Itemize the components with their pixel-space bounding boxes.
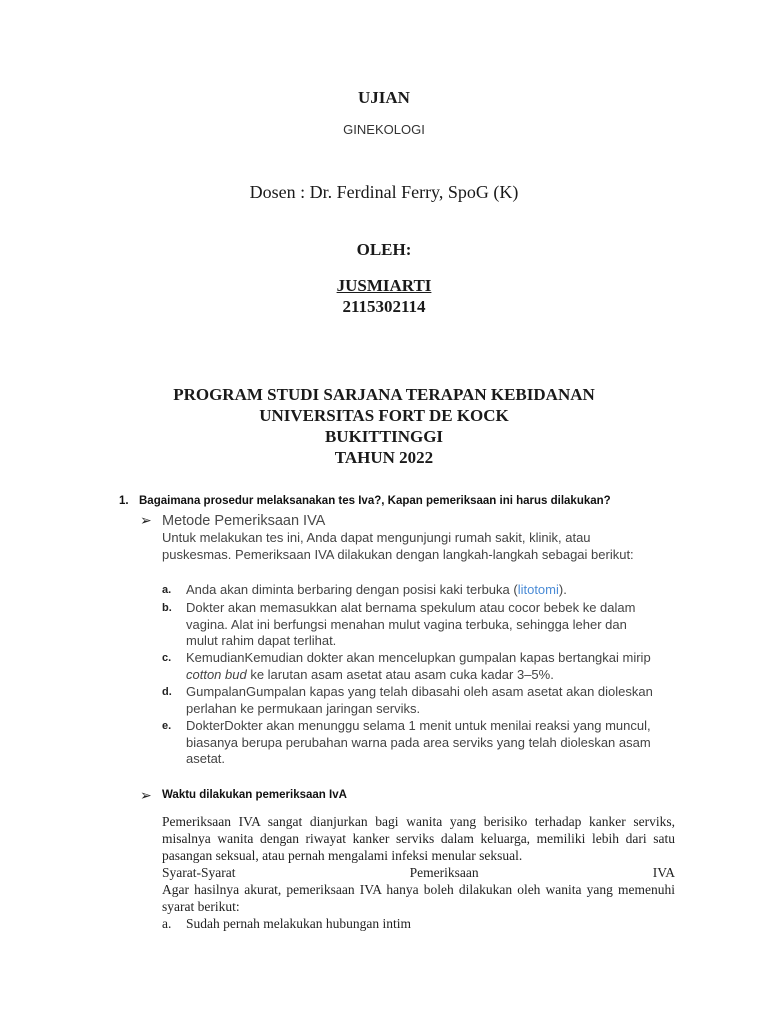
arrow-bullet-icon: ➢ <box>140 787 152 803</box>
timing-paragraph <box>162 813 675 915</box>
exam-subject: GINEKOLOGI <box>343 122 425 137</box>
list-item-label: e. <box>162 720 172 732</box>
student-id: 2115302114 <box>342 297 426 316</box>
section-intro: Untuk melakukan tes ini, Anda dapat mengunjungi rumah sakit, klinik, atau puskesmas. Pemeriksaan IVA dilakukan dengan langkah-langkah sebagai berikut: <box>162 530 634 562</box>
list-item-text: Sudah pernah melakukan hubungan intim <box>186 916 411 931</box>
list-item-text: GumpalanGumpalan kapas yang telah dibasahi oleh asam asetat akan dioleskan perlahan ke permukaan jaringan serviks. <box>186 684 653 716</box>
program-name: PROGRAM STUDI SARJANA TERAPAN KEBIDANAN <box>173 385 595 404</box>
section-heading-timing: Waktu dilakukan pemeriksaan IvA <box>162 789 347 801</box>
list-item-text <box>186 582 656 599</box>
list-item-label: c. <box>162 652 172 664</box>
institution-block <box>0 384 768 468</box>
heading-word: IVA <box>652 865 675 880</box>
emphasis-text: cotton bud <box>186 666 247 682</box>
lecturer-name: Dosen : Dr. Ferdinal Ferry, SpoG (K) <box>249 182 519 202</box>
list-item-label: d. <box>162 686 172 698</box>
heading-word: Syarat-Syarat <box>162 865 236 880</box>
requirements-intro: Agar hasilnya akurat, pemeriksaan IVA hanya boleh dilakukan oleh wanita yang memenuhi syarat berikut: <box>162 882 675 914</box>
university-name: UNIVERSITAS FORT DE KOCK <box>259 406 509 425</box>
requirements-heading <box>162 864 675 881</box>
text-segment: KemudianKemudian dokter akan mencelupkan gumpalan kapas bertangkai mirip <box>186 650 651 665</box>
text-segment: Anda akan diminta berbaring dengan posisi kaki terbuka ( <box>186 582 518 597</box>
text-segment: ke larutan asam asetat atau asam cuka kadar 3–5%. <box>246 666 554 682</box>
paragraph-text: Pemeriksaan IVA sangat dianjurkan bagi wanita yang berisiko terhadap kanker serviks, misalnya wanita dengan riwayat kanker serviks dalam keluarga, memiliki lebih dari satu pasangan seksual, atau pernah mengalami infeksi menular seksual. <box>162 814 675 863</box>
list-item-label: a. <box>162 584 172 596</box>
heading-word: Pemeriksaan <box>409 865 479 880</box>
student-name: JUSMIARTI <box>336 276 432 295</box>
year-label: TAHUN 2022 <box>334 448 434 467</box>
author-label: OLEH: <box>356 240 412 259</box>
section-heading-method: Metode Pemeriksaan IVA <box>162 513 326 529</box>
list-item-text: DokterDokter akan menunggu selama 1 menit untuk menilai reaksi yang muncul, biasanya berupa perubahan warna pada area serviks yang telah dioleskan asam asetat. <box>186 718 651 766</box>
question-text: Bagaimana prosedur melaksanakan tes Iva?, Kapan pemeriksaan ini harus dilakukan? <box>139 495 611 507</box>
list-item-label: a. <box>162 916 172 931</box>
question-number: 1. <box>119 495 129 507</box>
list-item-label: b. <box>162 602 172 614</box>
exam-title: UJIAN <box>358 88 410 107</box>
list-item-text: Dokter akan memasukkan alat bernama spekulum atau cocor bebek ke dalam vagina. Alat ini berfungsi menahan mulut vagina terbuka, sehingga leher dan mulut rahim dapat terlihat. <box>186 600 636 648</box>
text-segment: ). <box>558 582 567 597</box>
city-name: BUKITTINGGI <box>324 427 444 446</box>
litotomi-link[interactable]: litotomi <box>517 582 559 597</box>
list-item-text <box>186 650 656 683</box>
arrow-bullet-icon: ➢ <box>140 512 152 528</box>
